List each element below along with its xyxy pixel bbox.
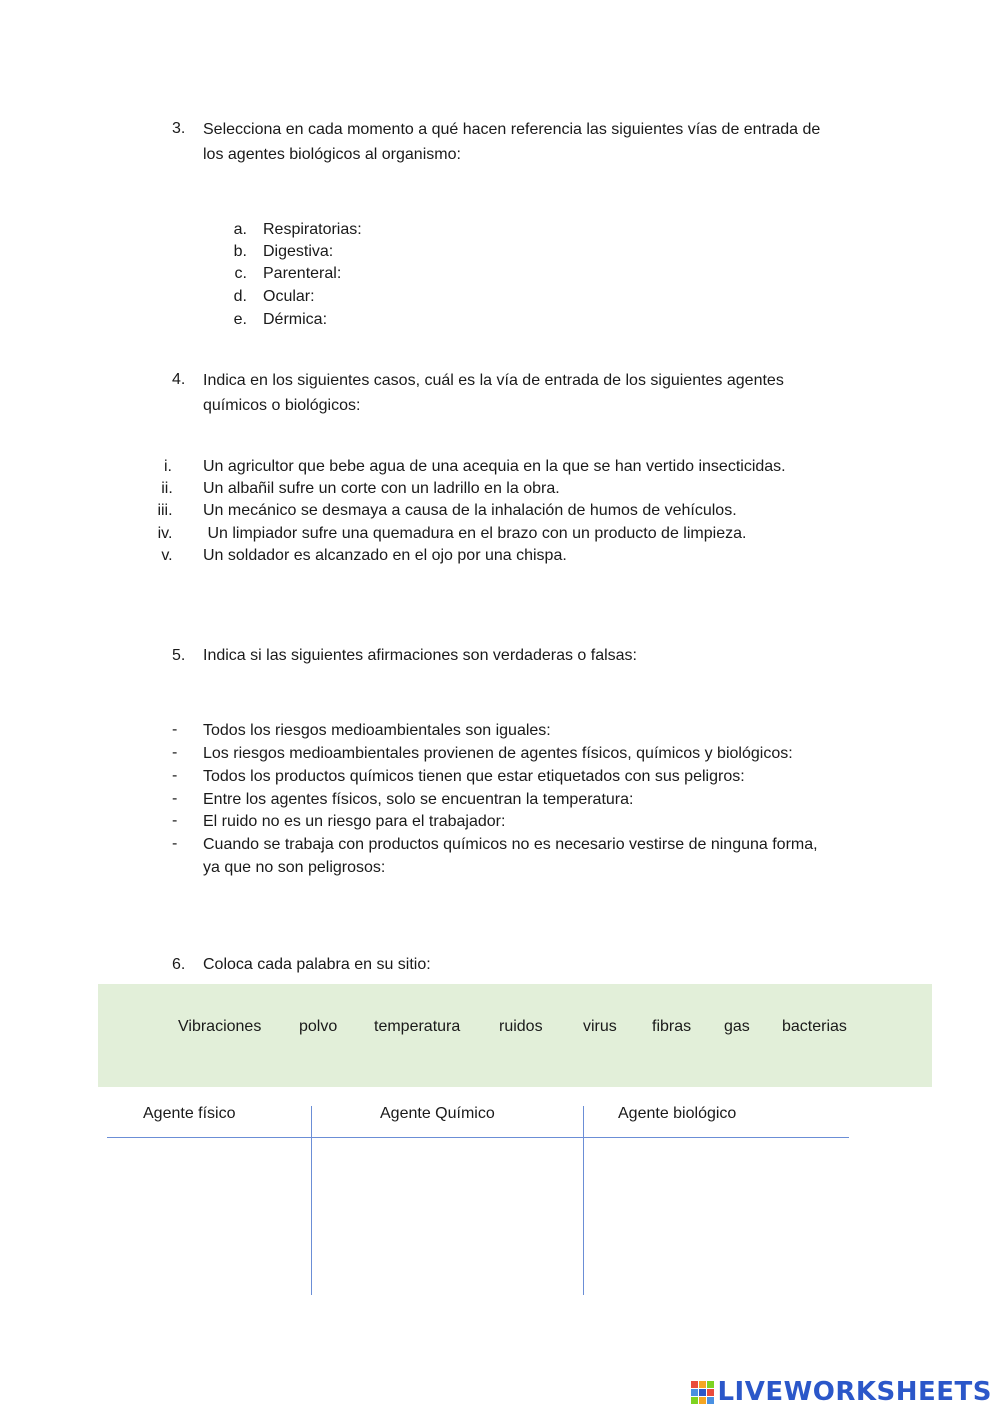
q4-text-line2: químicos o biológicos:: [203, 397, 361, 414]
liveworksheets-brand: LIVEWORKSHEETS: [717, 1377, 992, 1407]
q4-case-iv-marker: iv.: [157, 525, 173, 542]
drop-zone-agente-biologico[interactable]: [585, 1140, 849, 1294]
q3-item-c-label: Parenteral:: [263, 265, 342, 282]
word-chip-fibras[interactable]: fibras: [652, 1018, 692, 1035]
table-column-divider-1: [311, 1106, 312, 1295]
q5-statement-6-marker: -: [172, 835, 178, 852]
word-chip-bacterias[interactable]: bacterias: [782, 1018, 847, 1035]
q5-statement-1: Todos los riesgos medioambientales son iguales:: [203, 722, 551, 739]
q4-case-v-marker: v.: [161, 547, 173, 564]
table-column-divider-2: [583, 1106, 584, 1295]
q4-case-i-text: Un agricultor que bebe agua de una acequia en la que se han vertido insecticidas.: [203, 458, 786, 475]
q5-statement-6-continuation: ya que no son peligrosos:: [203, 859, 386, 876]
q5-statement-5-marker: -: [172, 812, 178, 829]
q5-statement-2: Los riesgos medioambientales provienen de agentes físicos, químicos y biológicos:: [203, 745, 793, 762]
column-header-agente-quimico: Agente Químico: [380, 1105, 495, 1122]
q6-text: Coloca cada palabra en su sitio:: [203, 956, 431, 973]
q5-statement-4-marker: -: [172, 790, 178, 807]
q5-statement-3: Todos los productos químicos tienen que estar etiquetados con sus peligros:: [203, 768, 745, 785]
word-chip-vibraciones[interactable]: Vibraciones: [178, 1018, 262, 1035]
q3-item-b-label: Digestiva:: [263, 243, 334, 260]
q3-text-line2: los agentes biológicos al organismo:: [203, 146, 461, 163]
q5-number: 5.: [172, 647, 186, 664]
q5-statement-4: Entre los agentes físicos, solo se encuentran la temperatura:: [203, 791, 634, 808]
q3-item-d-label: Ocular:: [263, 288, 315, 305]
word-bank: [98, 984, 932, 1087]
q3-item-c-marker: c.: [234, 265, 247, 282]
q5-statement-1-marker: -: [172, 721, 178, 738]
q3-item-a-label: Respiratorias:: [263, 221, 362, 238]
q5-statement-2-marker: -: [172, 744, 178, 761]
q4-case-v-text: Un soldador es alcanzado en el ojo por una chispa.: [203, 547, 567, 564]
q3-item-b-marker: b.: [233, 243, 247, 260]
q5-statement-5: El ruido no es un riesgo para el trabajador:: [203, 813, 506, 830]
q3-text-line1: Selecciona en cada momento a qué hacen referencia las siguientes vías de entrada de: [203, 121, 821, 138]
word-chip-temperatura[interactable]: temperatura: [374, 1018, 461, 1035]
liveworksheets-grid-icon: [691, 1381, 714, 1404]
q3-item-d-marker: d.: [233, 288, 247, 305]
word-chip-ruidos[interactable]: ruidos: [499, 1018, 543, 1035]
q4-case-i-marker: i.: [164, 458, 172, 475]
q4-case-ii-text: Un albañil sufre un corte con un ladrillo en la obra.: [203, 480, 560, 497]
q4-case-iii-text: Un mecánico se desmaya a causa de la inhalación de humos de vehículos.: [203, 502, 737, 519]
word-chip-gas[interactable]: gas: [724, 1018, 750, 1035]
table-header-divider: [107, 1137, 849, 1138]
q5-text: Indica si las siguientes afirmaciones son verdaderas o falsas:: [203, 647, 637, 664]
drop-zone-agente-quimico[interactable]: [313, 1140, 581, 1294]
word-chip-virus[interactable]: virus: [583, 1018, 617, 1035]
word-chip-polvo[interactable]: polvo: [299, 1018, 338, 1035]
q4-case-ii-marker: ii.: [161, 480, 173, 497]
q6-number: 6.: [172, 956, 186, 973]
q3-number: 3.: [172, 120, 186, 137]
q4-text-line1: Indica en los siguientes casos, cuál es la vía de entrada de los siguientes agentes: [203, 372, 784, 389]
q3-item-a-marker: a.: [233, 221, 247, 238]
q5-statement-6: Cuando se trabaja con productos químicos no es necesario vestirse de ninguna forma,: [203, 836, 818, 853]
liveworksheets-logo: [691, 1377, 992, 1407]
q5-statement-3-marker: -: [172, 767, 178, 784]
q3-item-e-label: Dérmica:: [263, 311, 328, 328]
q3-item-e-marker: e.: [233, 311, 247, 328]
q4-case-iii-marker: iii.: [157, 502, 173, 519]
column-header-agente-fisico: Agente físico: [143, 1105, 236, 1122]
drop-zone-agente-fisico[interactable]: [107, 1140, 309, 1294]
column-header-agente-biologico: Agente biológico: [618, 1105, 737, 1122]
q4-number: 4.: [172, 371, 186, 388]
q4-case-iv-text: Un limpiador sufre una quemadura en el brazo con un producto de limpieza.: [203, 525, 747, 542]
